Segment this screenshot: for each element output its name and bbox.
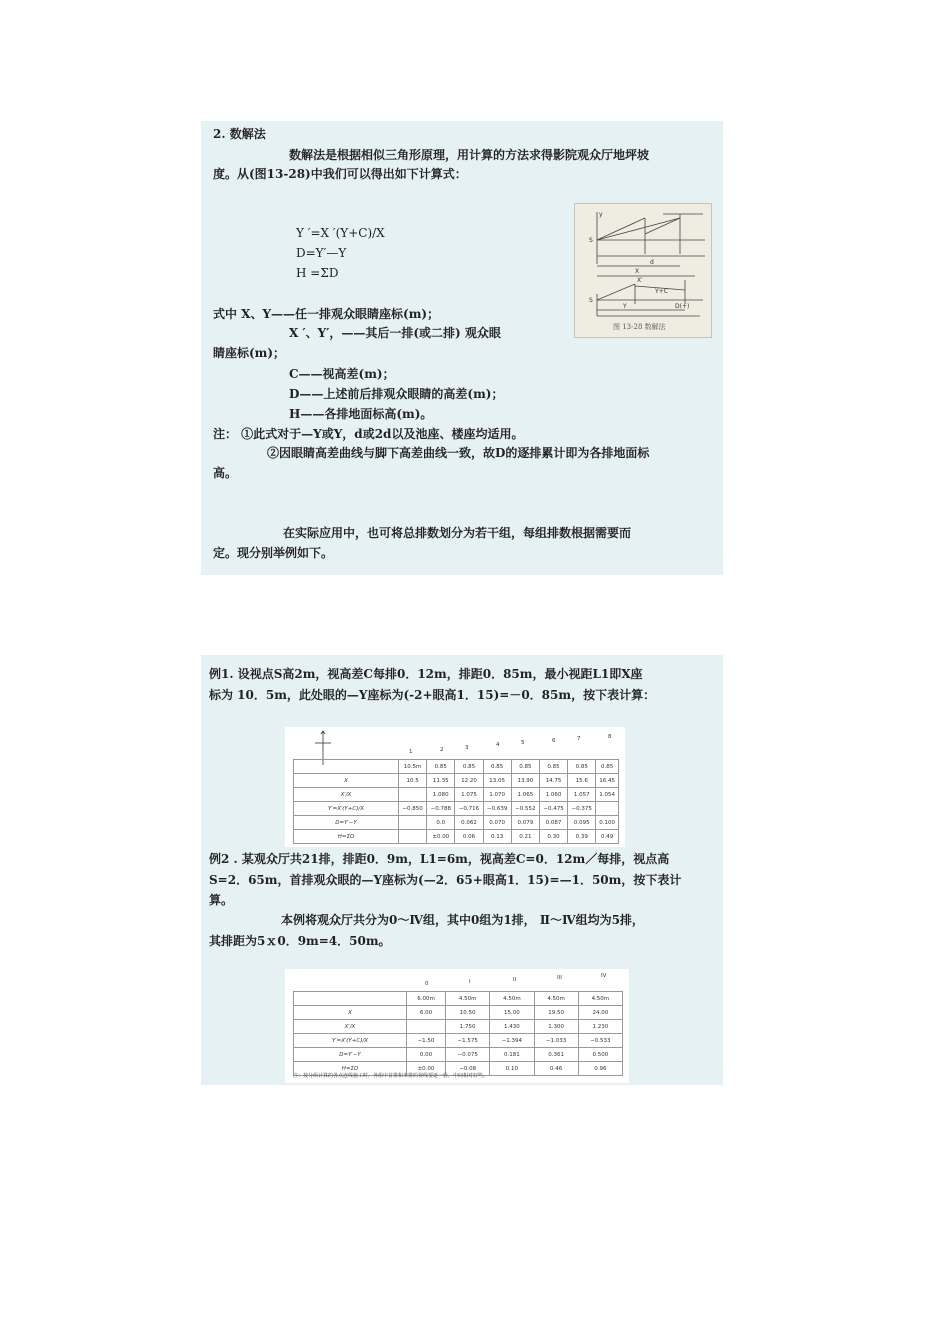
header-cell: 4.50m xyxy=(534,992,578,1006)
table-cell: 1.750 xyxy=(446,1020,490,1034)
example-line: 例1. 设视点S高2m，视高差C每排0．12m，排距0．85m，最小视距L1即X座 xyxy=(209,667,643,681)
table-cell: 0.079 xyxy=(511,816,539,830)
table-cell: −0.075 xyxy=(446,1048,490,1062)
table-cell: ±0.00 xyxy=(427,830,455,844)
table-row xyxy=(294,1048,623,1062)
examples-panel xyxy=(201,655,723,1085)
table-cell: 0.30 xyxy=(539,830,567,844)
table-cell: 0.062 xyxy=(455,816,483,830)
table-cell: 0.13 xyxy=(483,830,511,844)
table-row xyxy=(294,816,619,830)
application-line: 在实际应用中，也可将总排数划分为若干组，每组排数根据需要而 xyxy=(283,526,632,540)
table-cell: 0.10 xyxy=(490,1062,534,1076)
table xyxy=(293,991,623,1076)
group-label: I xyxy=(469,979,471,985)
table-cell: 0.06 xyxy=(455,830,483,844)
table-cell: −1.033 xyxy=(534,1034,578,1048)
header-cell: 0.85 xyxy=(596,760,619,774)
svg-text:S: S xyxy=(589,297,593,304)
definition-line: X ′、Y′，——其后一排(或二排) 观众眼 xyxy=(289,326,501,340)
table-cell: −1.50 xyxy=(407,1034,446,1048)
definition-line: H——各排地面标高(m)。 xyxy=(289,407,433,421)
table-row xyxy=(294,1020,623,1034)
table-cell: 11.35 xyxy=(427,774,455,788)
table-row xyxy=(294,774,619,788)
row-label: D=Y′−Y xyxy=(294,1048,407,1062)
table-cell: −0.08 xyxy=(446,1062,490,1076)
table-cell: 0.100 xyxy=(596,816,619,830)
header-cell: 0.85 xyxy=(427,760,455,774)
application-line: 定。现分别举例如下。 xyxy=(213,546,334,560)
formula: H =ΣD xyxy=(296,266,339,280)
table-row xyxy=(294,992,623,1006)
svg-text:Y+C: Y+C xyxy=(655,288,668,295)
row-number-label: 8 xyxy=(608,733,612,740)
table-row xyxy=(294,830,619,844)
table-cell: 1.300 xyxy=(534,1020,578,1034)
table-cell: −0.475 xyxy=(539,802,567,816)
paragraph-line: 度。从(图13-28)中我们可以得出如下计算式： xyxy=(213,167,467,181)
group-label: 0 xyxy=(425,981,429,987)
table-cell: 0.070 xyxy=(483,816,511,830)
table-cell: 1.075 xyxy=(455,788,483,802)
table-cell: 14.75 xyxy=(539,774,567,788)
table-cell: 0.181 xyxy=(490,1048,534,1062)
table-row xyxy=(294,760,619,774)
table-cell: 0.0 xyxy=(427,816,455,830)
table-note: 注：按分组计算的各点连线施工时，各组中首排和末排的视线要逐一验，中间相对好些。 xyxy=(293,1073,489,1079)
table-cell: −1.575 xyxy=(446,1034,490,1048)
svg-text:d: d xyxy=(650,259,654,266)
table-cell: 15.00 xyxy=(490,1006,534,1020)
table-cell: 1.430 xyxy=(490,1020,534,1034)
svg-text:X: X xyxy=(635,268,640,275)
header-cell: 10.5m xyxy=(399,760,427,774)
table-cell: 0.361 xyxy=(534,1048,578,1062)
example-line: 标为 10．5m，此处眼的—Y座标为(-2+眼高1．15)=－0．85m，按下表计算： xyxy=(209,688,656,702)
table-cell: 0.00 xyxy=(407,1048,446,1062)
example-line: 算。 xyxy=(209,893,234,907)
table-cell: 1.080 xyxy=(427,788,455,802)
table xyxy=(293,759,619,844)
header-cell: 4.50m xyxy=(490,992,534,1006)
header-cell: 0.85 xyxy=(455,760,483,774)
svg-text:Y: Y xyxy=(623,303,627,310)
row-label: X′/X xyxy=(294,788,399,802)
table-cell: 0.49 xyxy=(596,830,619,844)
svg-text:X′: X′ xyxy=(637,277,643,284)
table-cell: 19.50 xyxy=(534,1006,578,1020)
header-cell: 0.85 xyxy=(568,760,596,774)
table-cell xyxy=(596,802,619,816)
table-cell: −0.850 xyxy=(399,802,427,816)
row-number-label: 3 xyxy=(465,744,469,751)
table-cell: 10.50 xyxy=(446,1006,490,1020)
table-cell: 15.6 xyxy=(568,774,596,788)
table-cell: 0.095 xyxy=(568,816,596,830)
note-line: ②因眼睛高差曲线与脚下高差曲线一致，故D的逐排累计即为各排地面标 xyxy=(267,446,650,460)
definition-line: D——上述前后排观众眼睛的高差(m)； xyxy=(289,387,504,401)
header-cell: 0.85 xyxy=(539,760,567,774)
table-cell: 0.087 xyxy=(539,816,567,830)
table-cell: 1.057 xyxy=(568,788,596,802)
figure-caption: 图 13-28 数解法 xyxy=(613,323,666,331)
formula: Y ′=X ′(Y+C)/X xyxy=(296,226,385,240)
svg-text:S: S xyxy=(589,237,593,244)
example1-table xyxy=(285,727,625,847)
definition-line: 睛座标(m)； xyxy=(213,346,286,360)
row-number-label: 1 xyxy=(409,749,413,755)
sight-line-figure xyxy=(574,203,712,338)
table-cell: −0.375 xyxy=(568,802,596,816)
note-line: 高。 xyxy=(213,466,238,480)
definition-line: 式中 X、Y——任一排观众眼睛座标(m)； xyxy=(213,307,440,321)
example2-table xyxy=(285,969,629,1083)
row-label: D=Y′−Y xyxy=(294,816,399,830)
example-line: 本例将观众厅共分为0～Ⅳ组，其中0组为1排， Ⅱ～Ⅳ组均为5排， xyxy=(281,913,644,927)
table-cell xyxy=(407,1020,446,1034)
header-cell: 0.85 xyxy=(511,760,539,774)
table-cell: 10.5 xyxy=(399,774,427,788)
method-panel xyxy=(201,121,723,575)
table-cell: −0.639 xyxy=(483,802,511,816)
group-label: II xyxy=(513,977,517,983)
formula: D=Y′—Y xyxy=(296,246,347,260)
header-cell: 4.50m xyxy=(446,992,490,1006)
table-cell: 0.39 xyxy=(568,830,596,844)
table-cell: ±0.00 xyxy=(407,1062,446,1076)
row-number-label: 7 xyxy=(577,735,581,742)
table-cell: −0.788 xyxy=(427,802,455,816)
example-line: S=2．65m，首排观众眼的—Y座标为(—2．65+眼高1．15)=—1．50m，按下表计 xyxy=(209,873,682,887)
paragraph-line: 数解法是根据相似三角形原理，用计算的方法求得影院观众厅地坪坡 xyxy=(289,148,650,162)
svg-text:D(+): D(+) xyxy=(675,303,690,310)
table-cell: 24.00 xyxy=(578,1006,622,1020)
table-cell: 16.45 xyxy=(596,774,619,788)
row-number-label: 4 xyxy=(496,742,500,749)
row-label: Y′=X′(Y+C)/X xyxy=(294,802,399,816)
table-cell: 12.20 xyxy=(455,774,483,788)
header-cell xyxy=(294,760,399,774)
table-cell: 0.96 xyxy=(578,1062,622,1076)
table-cell: 1.070 xyxy=(483,788,511,802)
table-cell: −0.552 xyxy=(511,802,539,816)
table-cell: 1.060 xyxy=(539,788,567,802)
table-row xyxy=(294,1034,623,1048)
group-label: III xyxy=(557,975,562,981)
row-number-label: 2 xyxy=(440,746,444,753)
header-cell: 6.00m xyxy=(407,992,446,1006)
section-heading: 2. 数解法 xyxy=(213,127,266,141)
definition-line: C——视高差(m)； xyxy=(289,367,395,381)
table-cell: 1.230 xyxy=(578,1020,622,1034)
row-label: H=ΣD xyxy=(294,830,399,844)
note-line: 注： ①此式对于—Y或Y，d或2d以及池座、楼座均适用。 xyxy=(213,427,524,441)
group-label: IV xyxy=(601,973,607,979)
table-cell: 13.90 xyxy=(511,774,539,788)
table-cell: −0.533 xyxy=(578,1034,622,1048)
svg-text:y: y xyxy=(599,211,603,218)
example-line: 例2 . 某观众厅共21排，排距0．9m，L1=6m，视高差C=0．12m／每排，视点高 xyxy=(209,852,670,866)
table-cell xyxy=(399,830,427,844)
table-cell: 0.46 xyxy=(534,1062,578,1076)
table-row xyxy=(294,802,619,816)
table-cell: −1.394 xyxy=(490,1034,534,1048)
table-row xyxy=(294,788,619,802)
table-cell: 6.00 xyxy=(407,1006,446,1020)
table-cell: 0.500 xyxy=(578,1048,622,1062)
row-label: Y′=X′(Y+C)/X xyxy=(294,1034,407,1048)
table-cell: 13.05 xyxy=(483,774,511,788)
table-cell: −0.716 xyxy=(455,802,483,816)
row-label: X xyxy=(294,1006,407,1020)
row-label: X xyxy=(294,774,399,788)
example-line: 其排距为5ｘ0．9m=4．50m。 xyxy=(209,934,391,948)
table-cell: 1.054 xyxy=(596,788,619,802)
header-cell: 4.50m xyxy=(578,992,622,1006)
table-cell: 0.21 xyxy=(511,830,539,844)
row-label: H=ΣD xyxy=(294,1062,407,1076)
row-number-label: 6 xyxy=(552,738,556,744)
table-cell xyxy=(399,788,427,802)
table-row xyxy=(294,1006,623,1020)
row-label: X′/X xyxy=(294,1020,407,1034)
table-cell: 1.065 xyxy=(511,788,539,802)
table-cell xyxy=(399,816,427,830)
header-cell: 0.85 xyxy=(483,760,511,774)
header-cell xyxy=(294,992,407,1006)
row-number-label: 5 xyxy=(521,740,525,747)
